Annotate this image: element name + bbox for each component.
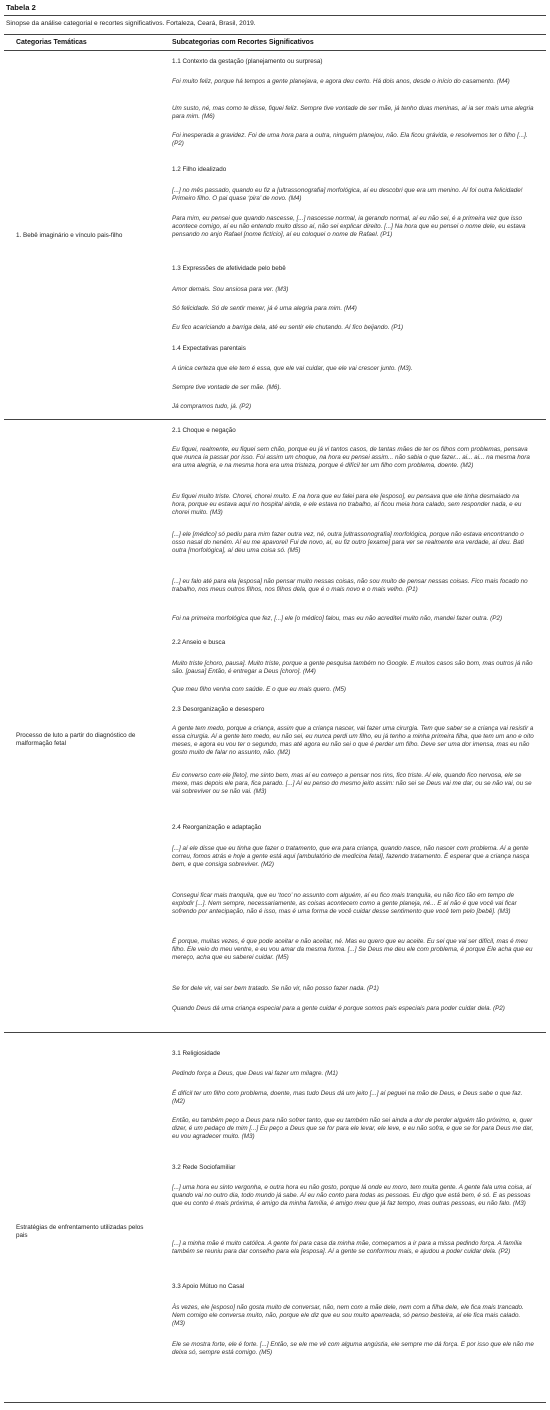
quote: [...] uma hora eu sinto vergonha, e outra hora eu não gosto, porque lá onde eu moro, tem muita gente. A gente fala uma coisa, aí quando vai no outro dia, todo mundo já sabe. Aí eu não conto para todas as pessoas. Eu digo que está bem, é só. E as pessoas que eu conto é mais próxima, é amigo da minha família, é amigo meu que já faz tempo, mas outras pessoas, eu não falo. (M3) xyxy=(172,1184,532,1208)
rule-category-1 xyxy=(4,419,546,420)
quote: Ele se mostra forte, ele é forte. [...] Então, se ele me vê com alguma angústia, ele sempre me dá força. E por isso que ele não me deixa só, sempre está comigo. (M5) xyxy=(172,1341,534,1357)
subcategory-heading: 2.4 Reorganização e adaptação xyxy=(172,824,262,831)
category-label: 1. Bebê imaginário e vínculo pais-filho xyxy=(16,232,123,239)
quote: [...] ele [médico] só pediu para mim fazer outra vez, né, outra [ultrassonografia] morfológica, porque não estava encontrando o osso nasal do neném. Aí eu me apavorei! Fui de novo, aí, eu fiz outro [exame] para ver se realmente era verdade, aí deu. Bati outra [morfológica], aí deu uma coisa só. (M5) xyxy=(172,531,524,555)
rule-category-2 xyxy=(4,1032,546,1033)
table-label: Tabela 2 xyxy=(6,3,36,12)
rule-header xyxy=(4,50,546,51)
quote: Eu fiquei, realmente, eu fiquei sem chão, porque eu já vi tantos casos, de tantas mães de ter os filhos com problemas, pensava que nunca ia passar por isso. Foi assim um choque, na hora eu pensei assim... não sabia o que fazer... ai... ai... na mesma hora era uma alegria, e na mesma hora era uma tristeza, porque é difícil ter um filho com problema, doente. (M2) xyxy=(172,446,530,470)
rule-bottom xyxy=(4,1402,546,1403)
quote: Eu fiquei muito triste. Chorei, chorei muito. E na hora que eu falei para ele [esposo], eu pensava que ele tinha desmaiado na hora, porque eu estava aqui no hospital ainda, e ele estava no trabalho, aí ficou meia hora calado, sem responder nada, e eu chorei muito. (M3) xyxy=(172,493,522,517)
quote: Se for dele vir, vai ser bem tratado. Se não vir, não posso fazer nada. (P1) xyxy=(172,985,379,992)
subcategory-heading: 2.2 Anseio e busca xyxy=(172,639,226,646)
quote: Sempre tive vontade de ser mãe. (M6). xyxy=(172,384,282,391)
subcategory-heading: 3.2 Rede Sociofamiliar xyxy=(172,1164,236,1171)
subcategory-heading: 3.3 Apoio Mútuo no Casal xyxy=(172,1283,245,1290)
rule-top xyxy=(4,15,546,16)
subcategory-heading: 1.1 Contexto da gestação (planejamento ou surpresa) xyxy=(172,58,323,65)
quote: Foi na primeira morfológica que fez, [...] ele [o médico] falou, mas eu não acreditei muito não, mandei fazer outra. (P2) xyxy=(172,615,503,622)
quote: Foi inesperada a gravidez. Foi de uma hora para a outra, ninguém planejou, não. Ela ficou grávida, e resolvemos ter o filho [...]. (P2) xyxy=(172,132,528,148)
quote: Só felicidade. Só de sentir mexer, já é uma alegria para mim. (M4) xyxy=(172,305,357,312)
quote: Consegui ficar mais tranquila, que eu ‘toco’ no assunto com alguém, aí eu fico mais tranquila, eu não fico tão em tempo de explodir [...]. Nem sempre, necessariamente, as coisas acontecem como a gente planeja, né... E aí não é que você vai ficar sofrendo por antecipação, não é isso, mas é uma forma de você cuidar desse sentimento que você tem pelo [bebê]. (M3) xyxy=(172,892,517,916)
quote: [...] eu falo até para ela [esposa] não pensar muito nessas coisas, não sou muito de pensar nessas coisas. Fico mais focado no trabalho, nos meus outros filhos, nos filhos dela, que é o mais novo e o mais velho. (P1) xyxy=(172,578,528,594)
quote: Que meu filho venha com saúde. E o que eu mais quero. (M5) xyxy=(172,686,346,693)
col-header-subcategories: Subcategorias com Recortes Significativos xyxy=(172,39,314,46)
quote: A única certeza que ele tem é essa, que ele vai cuidar, que ele vai crescer junto. (M3). xyxy=(172,365,413,372)
quote: É difícil ter um filho com problema, doente, mas tudo Deus dá um jeito [...] aí peguei na mão de Deus, e Deus sabe o que faz. (M2) xyxy=(172,1090,523,1106)
quote: Muito triste [choro, pausa]. Muito triste, porque a gente pesquisa também no Google. E muitos casos são bom, mas outros já não são. [pausa] Então, é entregar a Deus [choro]. (M4) xyxy=(172,660,533,676)
subcategory-heading: 2.1 Choque e negação xyxy=(172,427,236,434)
quote: Eu fico acariciando a barriga dela, até eu sentir ele chutando. Aí fico beijando. (P1) xyxy=(172,324,404,331)
table-caption: Sinopse da análise categorial e recortes significativos. Fortaleza, Ceará, Brasil, 2019. xyxy=(6,20,256,27)
subcategory-heading: 1.3 Expressões de afetividade pelo bebê xyxy=(172,265,286,272)
quote: Amor demais. Sou ansiosa para ver. (M3) xyxy=(172,286,289,293)
quote: É porque, muitas vezes, é que pode aceitar e não aceitar, né. Mas eu quero que eu aceite. Eu sei que vai ser difícil, mas é meu filho. Ele veio do meu ventre, e eu vou amar da mesma forma. [...] Se Deus me deu ele com problema, é porque Ele acha que eu mereço, acha que eu saberei cuidar. (M5) xyxy=(172,938,533,962)
quote: Quando Deus dá uma criança especial para a gente cuidar é porque somos pais especiais para poder cuidar dela. (P2) xyxy=(172,1005,505,1012)
quote: Um susto, né, mas como te disse, fiquei feliz. Sempre tive vontade de ser mãe, já tenho duas meninas, aí ia ser mais uma alegria para mim. (M6) xyxy=(172,105,534,121)
category-label: Processo de luto a partir do diagnóstico de malformação fetal xyxy=(16,732,136,747)
rule-caption xyxy=(4,34,546,35)
subcategory-heading: 2.3 Desorganização e desespero xyxy=(172,706,265,713)
quote: Para mim, eu pensei que quando nascesse, [...] nascesse normal, ia gerando normal, aí eu não sei, é a primeira vez que isso acontece comigo, aí eu não entendo muito disso aí, não sei explicar direito. [...] Na hora que eu pensei o nome dele, eu estava pensando no anjo Rafael [nome fictício], aí eu coloquei o nome de Rafael. (P1) xyxy=(172,215,526,239)
quote: Às vezes, ele [esposo] não gosta muito de conversar, não, nem com a mãe dele, nem com a filha dele, ele fica mais trancado. Nem comigo ele conversa muito, não, porque ele diz que eu sou muito aperreada, só penso besteira, aí ele fica mais calado. (M3) xyxy=(172,1304,524,1328)
quote: Foi muito feliz, porque há tempos a gente planejava, e agora deu certo. Há dois anos, desde o início do casamento. (M4) xyxy=(172,78,510,85)
col-header-categories: Categorias Temáticas xyxy=(16,39,87,46)
quote: Então, eu também peço a Deus para não sofrer tanto, que eu também não sei ainda a dor de perder alguém tão próximo, e, quer dizer, é um pedaço de mim [...] Eu peço a Deus que se for para ele levar, ele leve, e eu não sofra, e que se for para Deus me dar, eu vou agradecer muito. (M3) xyxy=(172,1117,534,1141)
quote: [...] aí ele disse que eu tinha que fazer o tratamento, que era para criança, quando nasce, não nascer com problema. Aí a gente correu, fomos atrás e hoje a gente está aqui [ambulatório de medicina fetal], fazendo tratamento. É esperar que a criança nasça bem, e que consiga sobreviver. (M2) xyxy=(172,845,530,869)
subcategory-heading: 3.1 Religiosidade xyxy=(172,1050,221,1057)
quote: Já compramos tudo, já. (P2) xyxy=(172,403,252,410)
category-label: Estratégias de enfrentamento utilizadas pelos pais xyxy=(16,1224,144,1239)
quote: [...] a minha mãe é muito católica. A gente foi para casa da minha mãe, começamos a ir para a missa pedindo força. A família também se reuniu para dar conselho para ela [esposa]. Aí a gente se conformou mais, e ajudou a poder cuidar dela. (P2) xyxy=(172,1240,522,1256)
quote: Pedindo força a Deus, que Deus vai fazer um milagre. (M1) xyxy=(172,1070,338,1077)
subcategory-heading: 1.4 Expectativas parentais xyxy=(172,345,246,352)
quote: [...] no mês passado, quando eu fiz a [ultrassonografia] morfológica, aí eu descobri que era um menino. Aí foi outra felicidade! Primeiro filho. O pai quase ‘pira’ de novo. (M4) xyxy=(172,187,523,203)
quote: Eu converso com ele [feto], me sinto bem, mas aí eu começo a pensar nos rins, fico triste. Aí ele, quando fico nervosa, ele se mexe, mas depois ele para, fica parado. [...] Aí eu penso do mesmo jeito assim: não sei se Deus vai me dar, ou se não vai, ou se vai sobreviver ou se não vai. (M3) xyxy=(172,772,532,796)
quote: A gente tem medo, porque a criança, assim que a criança nascer, vai fazer uma cirurgia. Tem que saber se a criança vai resistir a essa cirurgia. Aí a gente tem medo, eu não sei, eu nunca perdi um filho, eu já tenho a minha primeira filha, que tem um ano e oito meses, e agora eu vou ter o segundo, mas até agora eu não sei o que é perder um filho. Deve ser uma dor imensa, mas eu não gosto muito de falar no assunto, não. (M2) xyxy=(172,725,534,757)
subcategory-heading: 1.2 Filho idealizado xyxy=(172,166,227,173)
